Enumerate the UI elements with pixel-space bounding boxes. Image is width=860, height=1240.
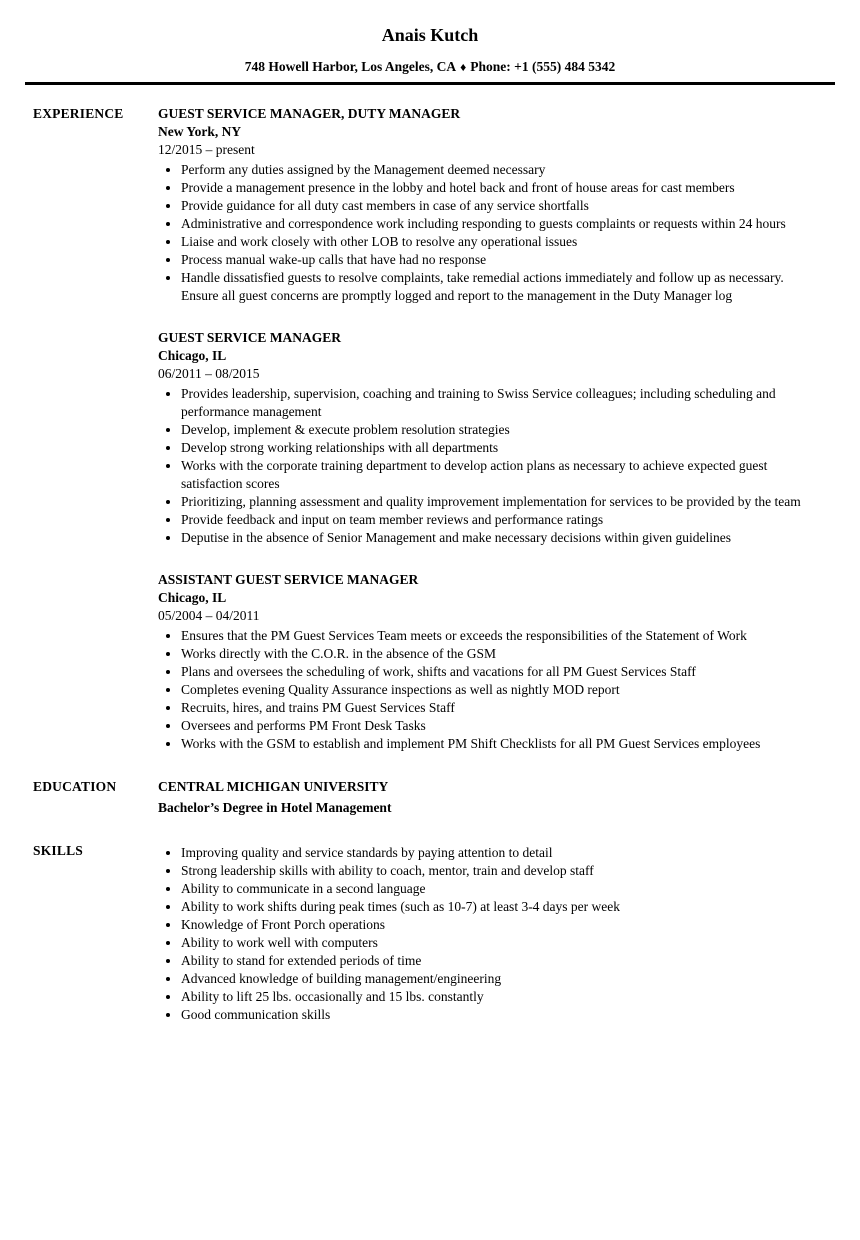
skills-heading: SKILLS <box>33 843 83 858</box>
job-entry <box>158 571 824 753</box>
diamond-separator-icon: ♦ <box>460 60 467 74</box>
job-location: New York, NY <box>158 124 242 139</box>
job-bullet-list <box>158 385 824 547</box>
bullet-item: • Provide a management presence in the lobby and hotel back and front of house areas for cast members <box>181 179 824 197</box>
job-location: Chicago, IL <box>158 348 227 363</box>
contact-address: 748 Howell Harbor, Los Angeles, CA <box>244 59 457 74</box>
experience-heading: EXPERIENCE <box>33 106 124 121</box>
bullet-item: • Works with the corporate training department to develop action plans as necessary to achieve expected guest satisfaction scores <box>181 457 824 493</box>
bullet-item: • Ability to lift 25 lbs. occasionally and 15 lbs. constantly <box>181 988 824 1006</box>
bullet-item: • Provide guidance for all duty cast members in case of any service shortfalls <box>181 197 824 215</box>
education-school: CENTRAL MICHIGAN UNIVERSITY <box>158 779 389 794</box>
education-content <box>158 778 824 817</box>
job-title: ASSISTANT GUEST SERVICE MANAGER <box>158 572 419 587</box>
bullet-item: • Strong leadership skills with ability to coach, mentor, train and develop staff <box>181 862 824 880</box>
job-dates: 06/2011 – 08/2015 <box>158 366 260 381</box>
job-entry <box>158 329 824 547</box>
bullet-item: • Completes evening Quality Assurance inspections as well as nightly MOD report <box>181 681 824 699</box>
bullet-item: • Advanced knowledge of building management/engineering <box>181 970 824 988</box>
bullet-item: • Prioritizing, planning assessment and quality improvement implementation for services to be provided by the team <box>181 493 824 511</box>
bullet-item: • Handle dissatisfied guests to resolve complaints, take remedial actions immediately and follow up as necessary. Ensure all guest concerns are promptly logged and report to the management in the Duty Manager log <box>181 269 824 305</box>
contact-phone: Phone: +1 (555) 484 5342 <box>470 59 616 74</box>
bullet-item: • Oversees and performs PM Front Desk Tasks <box>181 717 824 735</box>
bullet-item: • Process manual wake-up calls that have had no response <box>181 251 824 269</box>
bullet-item: • Administrative and correspondence work including responding to guests complaints or requests within 24 hours <box>181 215 824 233</box>
bullet-item: • Improving quality and service standards by paying attention to detail <box>181 844 824 862</box>
bullet-item: • Provides leadership, supervision, coaching and training to Swiss Service colleagues; including scheduling and performance management <box>181 385 824 421</box>
education-degree: Bachelor’s Degree in Hotel Management <box>158 800 392 815</box>
job-entry <box>158 105 824 305</box>
job-title: GUEST SERVICE MANAGER, DUTY MANAGER <box>158 106 461 121</box>
bullet-item: • Recruits, hires, and trains PM Guest Services Staff <box>181 699 824 717</box>
bullet-item: • Works directly with the C.O.R. in the absence of the GSM <box>181 645 824 663</box>
bullet-item: • Liaise and work closely with other LOB to resolve any operational issues <box>181 233 824 251</box>
skills-content <box>158 842 824 1024</box>
education-heading: EDUCATION <box>33 779 117 794</box>
candidate-name: Anais Kutch <box>381 25 479 45</box>
job-location: Chicago, IL <box>158 590 227 605</box>
section-education <box>33 778 824 817</box>
bullet-item: • Ability to work well with computers <box>181 934 824 952</box>
job-title: GUEST SERVICE MANAGER <box>158 330 342 345</box>
bullet-item: • Knowledge of Front Porch operations <box>181 916 824 934</box>
section-experience <box>33 105 824 753</box>
resume-body <box>0 85 860 1024</box>
bullet-item: • Develop, implement & execute problem resolution strategies <box>181 421 824 439</box>
section-skills <box>33 842 824 1024</box>
experience-content <box>158 105 824 753</box>
bullet-item: • Deputise in the absence of Senior Management and make necessary decisions within given guidelines <box>181 529 824 547</box>
bullet-item: • Develop strong working relationships with all departments <box>181 439 824 457</box>
bullet-item: • Ability to work shifts during peak times (such as 10-7) at least 3-4 days per week <box>181 898 824 916</box>
job-dates: 05/2004 – 04/2011 <box>158 608 260 623</box>
job-dates: 12/2015 – present <box>158 142 255 157</box>
bullet-item: • Ensures that the PM Guest Services Team meets or exceeds the responsibilities of the Statement of Work <box>181 627 824 645</box>
job-bullet-list <box>158 627 824 753</box>
job-bullet-list <box>158 161 824 305</box>
skills-bullet-list <box>158 844 824 1024</box>
bullet-item: • Good communication skills <box>181 1006 824 1024</box>
contact-line <box>0 58 860 76</box>
resume-header <box>0 0 860 85</box>
bullet-item: • Ability to communicate in a second language <box>181 880 824 898</box>
bullet-item: • Provide feedback and input on team member reviews and performance ratings <box>181 511 824 529</box>
bullet-item: • Perform any duties assigned by the Management deemed necessary <box>181 161 824 179</box>
bullet-item: • Works with the GSM to establish and implement PM Shift Checklists for all PM Guest Services employees <box>181 735 824 753</box>
bullet-item: • Ability to stand for extended periods of time <box>181 952 824 970</box>
bullet-item: • Plans and oversees the scheduling of work, shifts and vacations for all PM Guest Services Staff <box>181 663 824 681</box>
